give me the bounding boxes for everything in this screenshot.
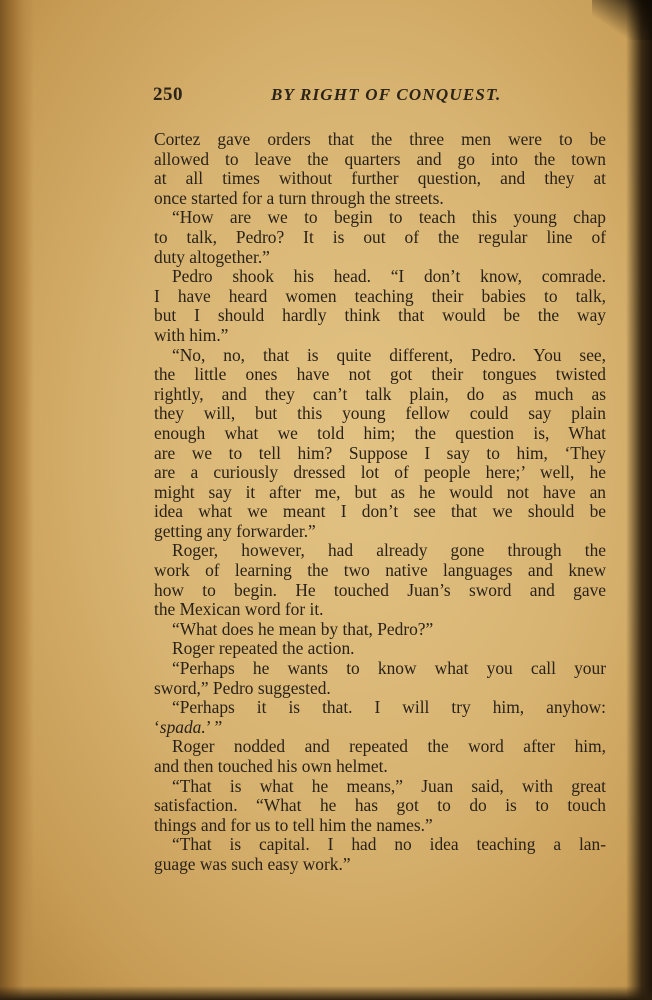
text-line: they will, but this young fellow could say plain bbox=[154, 403, 606, 424]
text-line: rightly, and they can’t talk plain, do as much as bbox=[154, 383, 606, 404]
italic-word: spada. bbox=[159, 716, 206, 737]
page-header bbox=[153, 84, 503, 110]
text-line: how to begin. He touched Juan’s sword and gave bbox=[154, 579, 606, 600]
page-edge-shadow bbox=[626, 0, 652, 1000]
page-number: 250 bbox=[153, 84, 183, 105]
text-line: the little ones have not got their tongues twisted bbox=[154, 364, 606, 385]
text-line: at all times without further question, and they at bbox=[154, 168, 606, 189]
text-line: guage was such easy work.” bbox=[154, 853, 351, 874]
text-line: Pedro shook his head. “I don’t know, comrade. bbox=[172, 266, 606, 287]
page-bottom-shadow bbox=[0, 986, 652, 1000]
text-line: are we to tell him? Suppose I say to him, ‘They bbox=[154, 442, 606, 463]
page-gutter-shadow bbox=[0, 0, 34, 1000]
text-line: allowed to leave the quarters and go into the town bbox=[154, 148, 606, 169]
text-line: “How are we to begin to teach this young chap bbox=[172, 207, 606, 228]
text-line: satisfaction. “What he has got to do is to touch bbox=[154, 795, 606, 816]
text-line: and then touched his own helmet. bbox=[154, 756, 388, 776]
running-head: BY RIGHT OF CONQUEST. bbox=[271, 85, 502, 104]
text-line: “What does he mean by that, Pedro?” bbox=[172, 618, 434, 639]
page-corner-shadow bbox=[592, 0, 652, 40]
text-line: with him.” bbox=[154, 324, 229, 345]
text-line: getting any forwarder.” bbox=[154, 520, 316, 541]
body-text bbox=[154, 130, 606, 875]
text-line: “That is capital. I had no idea teaching a lan- bbox=[172, 834, 606, 855]
text-line: “Perhaps he wants to know what you call your bbox=[172, 658, 606, 679]
text-line: ‘spada.’ ” bbox=[154, 716, 223, 737]
text-line: are a curiously dressed lot of people here;’ well, he bbox=[154, 462, 606, 483]
text-line: “No, no, that is quite different, Pedro. You see, bbox=[172, 344, 606, 365]
text-line: enough what we told him; the question is, What bbox=[154, 422, 606, 443]
text-line: “That is what he means,” Juan said, with great bbox=[172, 775, 606, 796]
text-line: idea what we meant I don’t see that we should be bbox=[154, 501, 606, 522]
text-line: Cortez gave orders that the three men were to be bbox=[154, 129, 606, 149]
text-line: I have heard women teaching their babies to talk, bbox=[154, 285, 606, 306]
text-line: duty altogether.” bbox=[154, 246, 270, 267]
text-line: but I should hardly think that would be the way bbox=[154, 305, 606, 326]
text-line: “Perhaps it is that. I will try him, anyhow: bbox=[172, 697, 606, 718]
text-line: might say it after me, but as he would not have an bbox=[154, 481, 606, 502]
text-line: Roger, however, had already gone through the bbox=[172, 540, 606, 561]
text-line: work of learning the two native languages and knew bbox=[154, 560, 606, 581]
text-line: things and for us to tell him the names.” bbox=[154, 814, 433, 835]
text-line: the Mexican word for it. bbox=[154, 599, 324, 620]
text-line: Roger nodded and repeated the word after him, bbox=[172, 736, 606, 757]
text-line: sword,” Pedro suggested. bbox=[154, 677, 331, 698]
text-line: once started for a turn through the streets. bbox=[154, 187, 444, 208]
text-line: Roger repeated the action. bbox=[172, 638, 355, 659]
text-line: to talk, Pedro? It is out of the regular line of bbox=[154, 226, 606, 247]
